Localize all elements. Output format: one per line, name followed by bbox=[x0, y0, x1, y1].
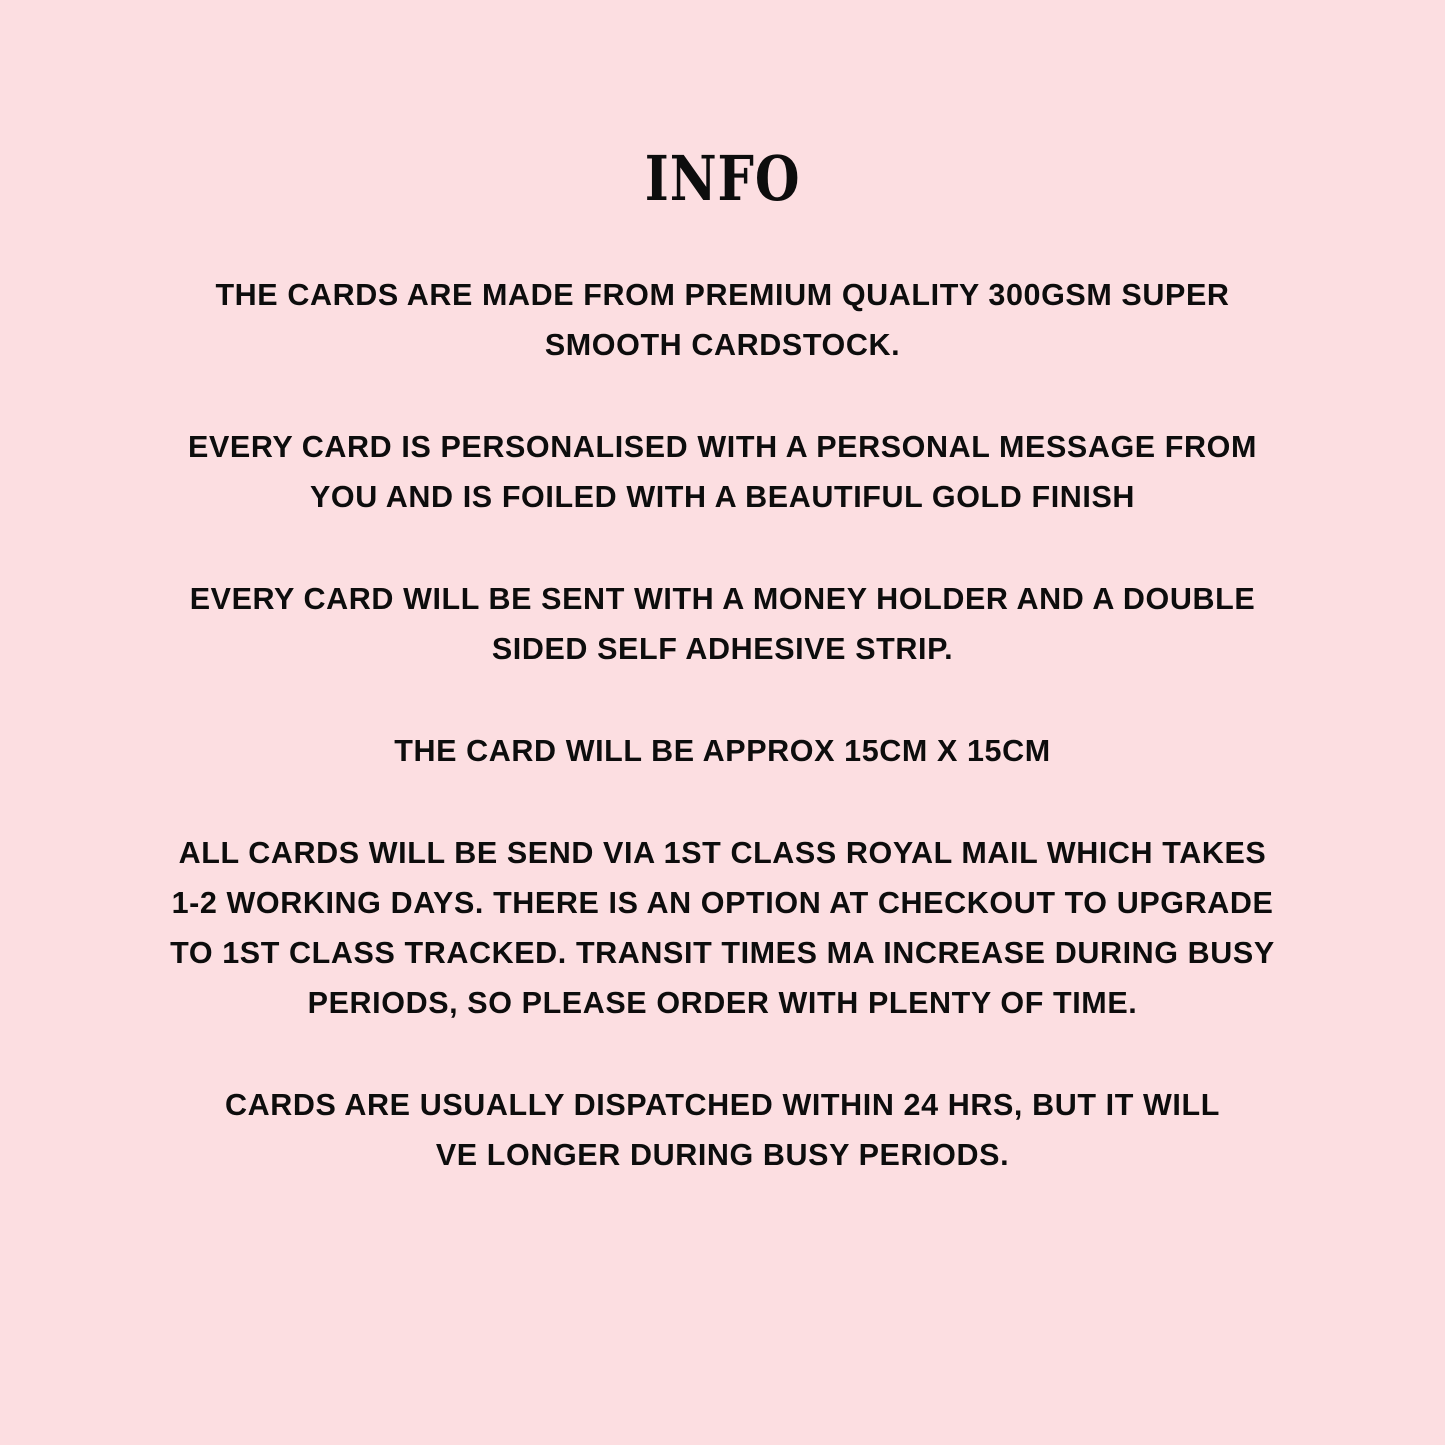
info-body bbox=[133, 270, 1313, 1180]
paragraph-card-size: THE CARD WILL BE APPROX 15CM X 15CM bbox=[394, 734, 1051, 768]
paragraph-money-holder: EVERY CARD WILL BE SENT WITH A MONEY HOLDER AND A DOUBLE SIDED SELF ADHESIVE STRIP. bbox=[189, 582, 1256, 666]
paragraph-personalisation: EVERY CARD IS PERSONALISED WITH A PERSONAL MESSAGE FROM YOU AND IS FOILED WITH A BEAUTIFUL GOLD FINISH bbox=[188, 430, 1257, 514]
paragraph-cardstock: THE CARDS ARE MADE FROM PREMIUM QUALITY 300GSM SUPER SMOOTH CARDSTOCK. bbox=[215, 278, 1230, 362]
page-title: INFO bbox=[644, 142, 801, 215]
paragraph-dispatch: CARDS ARE USUALLY DISPATCHED WITHIN 24 HRS, BUT IT WILL VE LONGER DURING BUSY PERIODS. bbox=[225, 1088, 1220, 1172]
paragraph-delivery: ALL CARDS WILL BE SEND VIA 1ST CLASS ROYAL MAIL WHICH TAKES 1-2 WORKING DAYS. THERE IS AN OPTION AT CHECKOUT TO UPGRADE TO 1ST CLASS TRACKED. TRANSIT TIMES MA INCREASE DURING BUSY PERIODS, SO PLEASE ORDER WITH PLENTY OF TIME. bbox=[170, 836, 1275, 1020]
